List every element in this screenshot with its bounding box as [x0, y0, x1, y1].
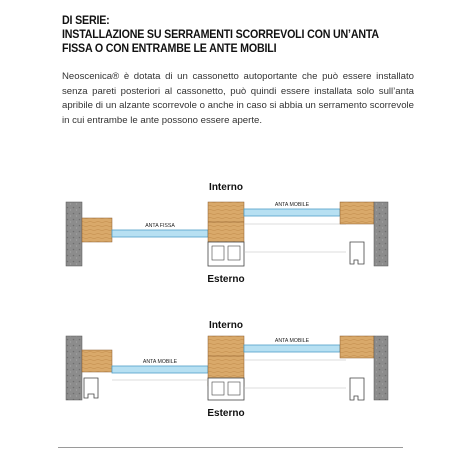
right-wall	[374, 336, 388, 400]
fixed-pane-glass	[112, 230, 208, 237]
fixed-pane-label: ANTA FISSA	[145, 223, 175, 229]
left-frame-wood	[82, 218, 112, 242]
diagram-fixed-and-sliding	[0, 176, 452, 288]
right-frame-wood	[340, 202, 374, 224]
diagram-both-sliding	[0, 314, 452, 426]
interno-label: Interno	[209, 320, 243, 331]
right-frame-profile	[350, 242, 364, 264]
heading-line-3: FISSA O CON ENTRAMBE LE ANTE MOBILI	[62, 42, 277, 55]
right-wall	[374, 202, 388, 266]
center-frame-profile	[208, 378, 244, 400]
esterno-label: Esterno	[207, 274, 245, 285]
left-frame-wood	[82, 350, 112, 372]
right-sliding-pane-glass	[244, 345, 340, 352]
heading-line-1: DI SERIE:	[62, 14, 110, 27]
esterno-label: Esterno	[207, 408, 245, 419]
center-frame-profile	[208, 242, 244, 266]
bottom-divider	[58, 447, 403, 448]
description-paragraph: Neoscenica® è dotata di un cassonetto autoportante che può essere installato senza pareti posteriori al cassonetto, può quindi essere installata solo sull’anta apribile di un alzante scorrevole o anche in caso si abbia un serramento scorrevole in cui entrambe le ante possono essere aperte.	[62, 71, 414, 126]
interno-label: Interno	[209, 182, 243, 193]
right-frame-wood	[340, 336, 374, 358]
left-wall	[66, 202, 82, 266]
section-heading	[62, 14, 379, 56]
right-sliding-pane-label: ANTA MOBILE	[274, 338, 310, 344]
left-sliding-pane-glass	[112, 366, 208, 373]
heading-line-2: INSTALLAZIONE SU SERRAMENTI SCORREVOLI CON UN’ANTA	[62, 28, 379, 41]
right-frame-profile	[350, 378, 364, 400]
sliding-pane-label: ANTA MOBILE	[274, 202, 310, 208]
left-wall	[66, 336, 82, 400]
sliding-pane-glass	[244, 209, 340, 216]
left-frame-profile	[84, 378, 98, 398]
left-sliding-pane-label: ANTA MOBILE	[142, 359, 178, 365]
